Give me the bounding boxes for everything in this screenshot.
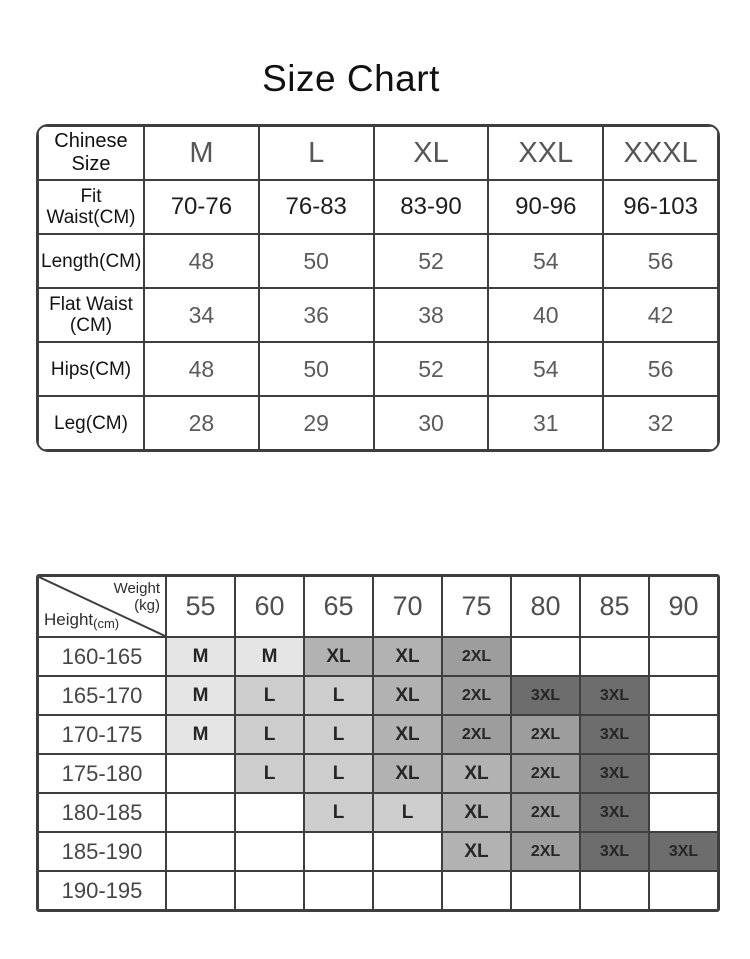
matrix-empty-cell <box>649 754 718 793</box>
size-value-cell: 83-90 <box>374 180 489 234</box>
matrix-size-cell: XL <box>442 793 511 832</box>
size-value-cell: 48 <box>144 234 259 288</box>
matrix-empty-cell <box>511 871 580 910</box>
height-weight-matrix-table <box>38 576 718 910</box>
size-table-row <box>38 180 718 234</box>
matrix-size-cell: 3XL <box>580 793 649 832</box>
matrix-size-cell: XL <box>442 754 511 793</box>
size-value-cell: 90-96 <box>488 180 603 234</box>
matrix-row <box>38 793 718 832</box>
matrix-empty-cell <box>304 871 373 910</box>
height-row-label: 170-175 <box>38 715 166 754</box>
matrix-size-cell: 2XL <box>511 715 580 754</box>
size-table-row <box>38 342 718 396</box>
size-row-label: Length(CM) <box>38 234 144 288</box>
size-value-cell: 29 <box>259 396 374 450</box>
matrix-empty-cell <box>235 832 304 871</box>
matrix-size-cell: 3XL <box>649 832 718 871</box>
matrix-empty-cell <box>649 871 718 910</box>
size-value-cell: 56 <box>603 342 718 396</box>
size-value-cell: 40 <box>488 288 603 342</box>
matrix-row <box>38 676 718 715</box>
size-value-cell: 54 <box>488 342 603 396</box>
size-column-header: L <box>259 126 374 180</box>
size-value-cell: 42 <box>603 288 718 342</box>
matrix-corner-cell <box>38 576 166 637</box>
matrix-size-cell: XL <box>304 637 373 676</box>
matrix-empty-cell <box>373 832 442 871</box>
weight-label: Weight <box>113 580 160 597</box>
matrix-empty-cell <box>373 871 442 910</box>
matrix-row <box>38 715 718 754</box>
weight-column-header: 90 <box>649 576 718 637</box>
matrix-size-cell: L <box>304 676 373 715</box>
size-value-cell: 56 <box>603 234 718 288</box>
matrix-size-cell: L <box>235 715 304 754</box>
matrix-size-cell: XL <box>442 832 511 871</box>
weight-column-header: 70 <box>373 576 442 637</box>
matrix-empty-cell <box>649 676 718 715</box>
size-value-cell: 52 <box>374 234 489 288</box>
size-chart-page <box>0 58 750 959</box>
matrix-row <box>38 832 718 871</box>
height-row-label: 190-195 <box>38 871 166 910</box>
size-column-header: XL <box>374 126 489 180</box>
matrix-size-cell: 3XL <box>580 676 649 715</box>
size-column-header: XXL <box>488 126 603 180</box>
matrix-empty-cell <box>166 832 235 871</box>
size-table-corner-label: Chinese Size <box>38 126 144 180</box>
matrix-size-cell: M <box>166 715 235 754</box>
size-value-cell: 76-83 <box>259 180 374 234</box>
matrix-empty-cell <box>442 871 511 910</box>
matrix-size-cell: M <box>166 637 235 676</box>
size-value-cell: 52 <box>374 342 489 396</box>
matrix-size-cell: L <box>373 793 442 832</box>
size-value-cell: 36 <box>259 288 374 342</box>
weight-unit: (kg) <box>134 597 160 614</box>
size-value-cell: 38 <box>374 288 489 342</box>
size-value-cell: 34 <box>144 288 259 342</box>
matrix-size-cell: L <box>304 715 373 754</box>
size-value-cell: 30 <box>374 396 489 450</box>
matrix-size-cell: XL <box>373 676 442 715</box>
size-row-label: Fit Waist(CM) <box>38 180 144 234</box>
matrix-size-cell: XL <box>373 754 442 793</box>
matrix-size-cell: 2XL <box>442 637 511 676</box>
weight-column-header: 65 <box>304 576 373 637</box>
matrix-size-cell: L <box>304 754 373 793</box>
matrix-empty-cell <box>166 754 235 793</box>
matrix-empty-cell <box>580 637 649 676</box>
matrix-empty-cell <box>649 715 718 754</box>
matrix-size-cell: 2XL <box>511 832 580 871</box>
weight-column-header: 75 <box>442 576 511 637</box>
size-value-cell: 50 <box>259 342 374 396</box>
height-row-label: 160-165 <box>38 637 166 676</box>
matrix-row <box>38 637 718 676</box>
matrix-empty-cell <box>166 871 235 910</box>
weight-axis-label <box>114 580 160 614</box>
size-column-header: XXXL <box>603 126 718 180</box>
size-value-cell: 31 <box>488 396 603 450</box>
size-table-row <box>38 288 718 342</box>
matrix-empty-cell <box>649 793 718 832</box>
matrix-size-cell: 3XL <box>511 676 580 715</box>
matrix-size-cell: M <box>166 676 235 715</box>
height-unit: (cm) <box>93 616 120 631</box>
size-column-header: M <box>144 126 259 180</box>
matrix-size-cell: 2XL <box>511 754 580 793</box>
size-value-cell: 96-103 <box>603 180 718 234</box>
matrix-row <box>38 871 718 910</box>
height-weight-matrix-container <box>36 574 720 912</box>
matrix-size-cell: 2XL <box>442 676 511 715</box>
matrix-size-cell: M <box>235 637 304 676</box>
matrix-empty-cell <box>649 637 718 676</box>
matrix-size-cell: L <box>235 676 304 715</box>
matrix-header-row <box>38 576 718 637</box>
weight-column-header: 80 <box>511 576 580 637</box>
weight-column-header: 55 <box>166 576 235 637</box>
size-row-label: Leg(CM) <box>38 396 144 450</box>
matrix-empty-cell <box>304 832 373 871</box>
size-value-cell: 28 <box>144 396 259 450</box>
size-table-row <box>38 396 718 450</box>
matrix-size-cell: XL <box>373 715 442 754</box>
matrix-size-cell: 3XL <box>580 715 649 754</box>
matrix-size-cell: 2XL <box>442 715 511 754</box>
size-table-row <box>38 234 718 288</box>
height-row-label: 175-180 <box>38 754 166 793</box>
matrix-size-cell: 2XL <box>511 793 580 832</box>
size-row-label: Flat Waist (CM) <box>38 288 144 342</box>
size-table <box>38 126 718 450</box>
weight-column-header: 85 <box>580 576 649 637</box>
page-title: Size Chart <box>262 58 440 99</box>
size-table-header-row <box>38 126 718 180</box>
matrix-empty-cell <box>511 637 580 676</box>
matrix-empty-cell <box>580 871 649 910</box>
height-row-label: 165-170 <box>38 676 166 715</box>
matrix-empty-cell <box>235 871 304 910</box>
size-value-cell: 70-76 <box>144 180 259 234</box>
weight-column-header: 60 <box>235 576 304 637</box>
height-label: Height <box>44 610 94 629</box>
matrix-empty-cell <box>235 793 304 832</box>
size-value-cell: 50 <box>259 234 374 288</box>
size-row-label: Hips(CM) <box>38 342 144 396</box>
matrix-size-cell: L <box>304 793 373 832</box>
height-axis-label <box>44 610 119 631</box>
matrix-row <box>38 754 718 793</box>
matrix-size-cell: XL <box>373 637 442 676</box>
size-value-cell: 54 <box>488 234 603 288</box>
height-row-label: 180-185 <box>38 793 166 832</box>
matrix-empty-cell <box>166 793 235 832</box>
size-value-cell: 32 <box>603 396 718 450</box>
matrix-size-cell: 3XL <box>580 754 649 793</box>
matrix-size-cell: 3XL <box>580 832 649 871</box>
height-row-label: 185-190 <box>38 832 166 871</box>
matrix-size-cell: L <box>235 754 304 793</box>
size-table-container <box>36 124 720 452</box>
size-value-cell: 48 <box>144 342 259 396</box>
